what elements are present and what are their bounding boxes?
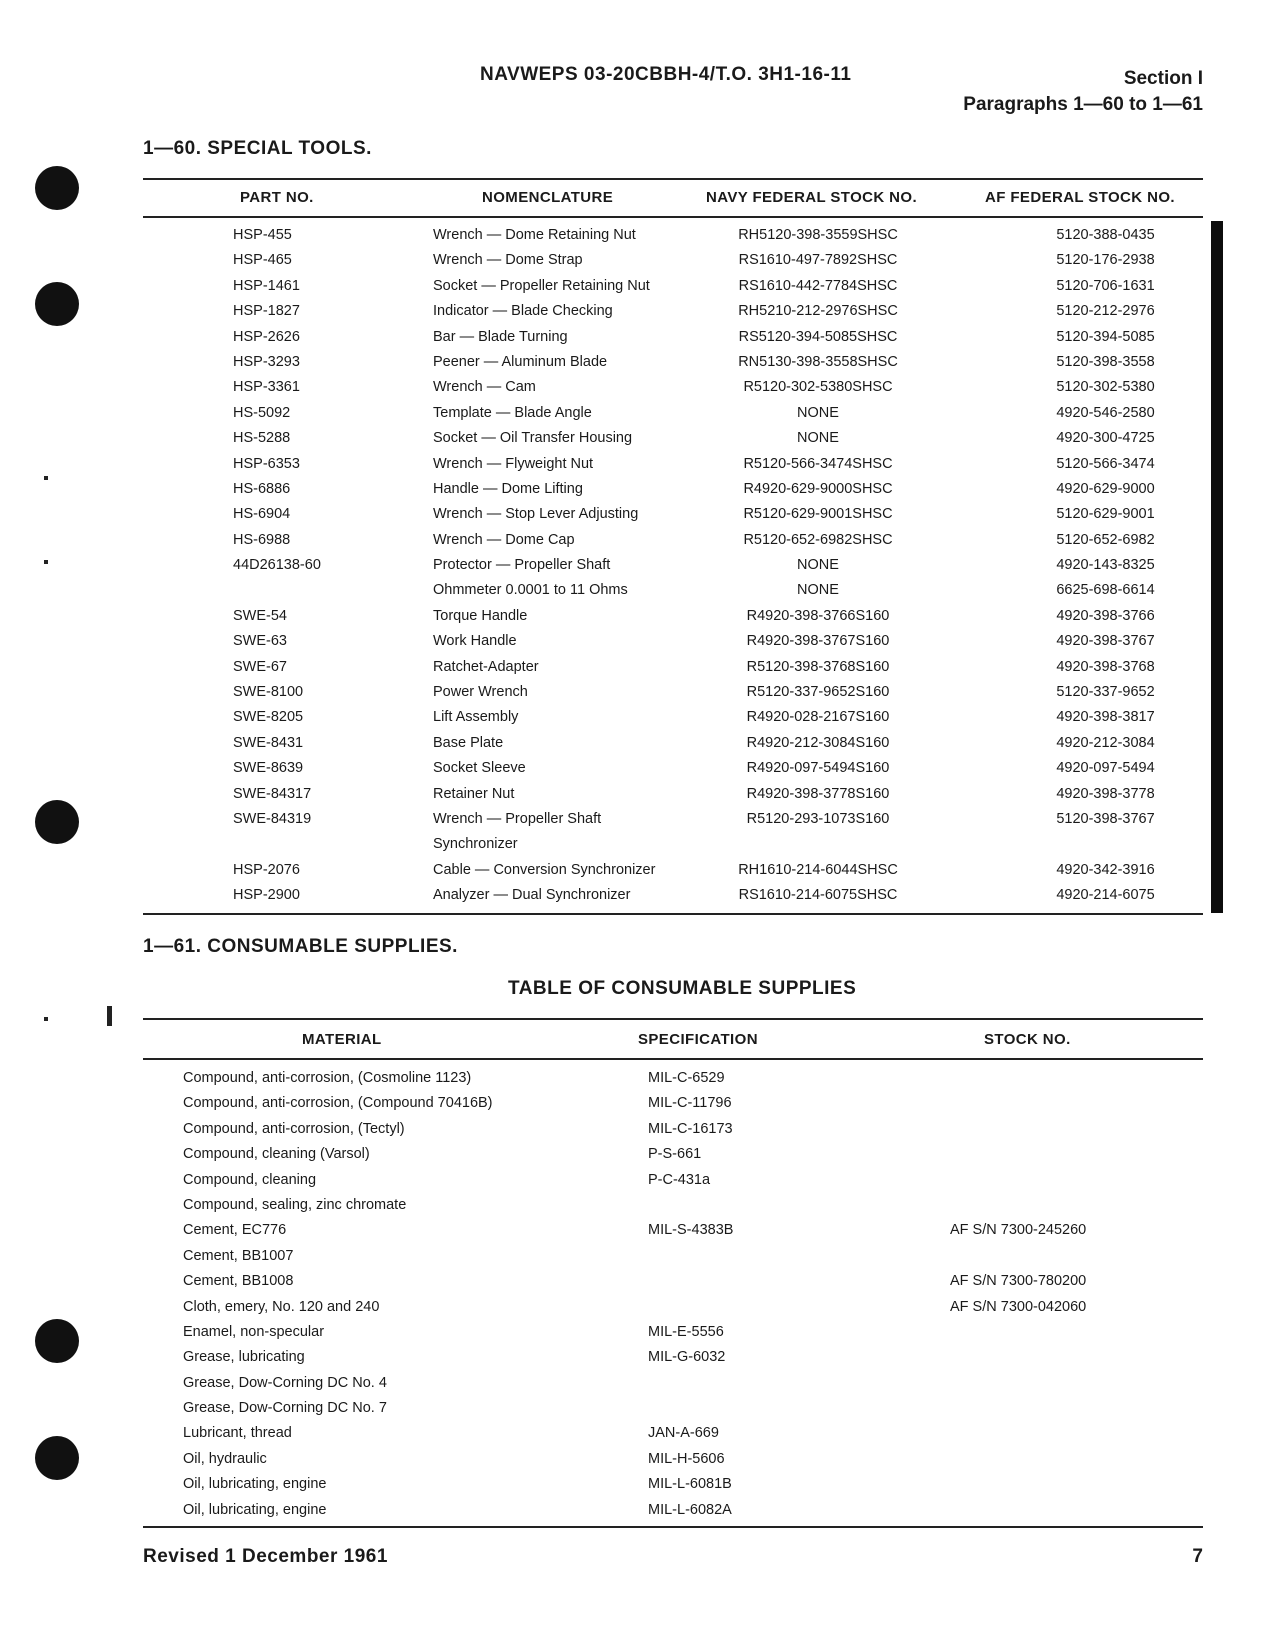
navy-stock-cell: RS5120-394-5085SHSC (738, 328, 898, 345)
consumables-row (143, 1425, 1203, 1450)
part-no-cell: HS-6886 (233, 480, 291, 497)
tools-bottom-rule (143, 913, 1203, 915)
tools-row (143, 811, 1203, 836)
navy-stock-cell: R5120-293-1073S160 (746, 810, 890, 827)
material-cell: Compound, sealing, zinc chromate (183, 1196, 407, 1213)
scan-speck (44, 476, 48, 480)
nomenclature-cell: Lift Assembly (433, 709, 519, 726)
navy-stock-cell: RN5130-398-3558SHSC (738, 353, 898, 370)
part-no-cell: SWE-8100 (233, 684, 304, 701)
specification-cell: MIL-C-6529 (648, 1070, 725, 1086)
nomenclature-cell: Cable — Conversion Synchronizer (433, 861, 656, 878)
tools-row (143, 379, 1203, 404)
material-cell: Cement, EC776 (183, 1222, 287, 1239)
consumables-row (143, 1324, 1203, 1349)
tools-row (143, 684, 1203, 709)
col-header-stock-no: STOCK NO. (984, 1031, 1071, 1048)
part-no-cell: SWE-84319 (233, 810, 312, 827)
tools-row (143, 608, 1203, 633)
consumables-row (143, 1451, 1203, 1476)
specification-cell: MIL-E-5556 (648, 1323, 724, 1340)
part-no-cell: HSP-6353 (233, 455, 300, 472)
part-no-cell: HSP-1827 (233, 303, 300, 320)
col-header-material: MATERIAL (302, 1031, 382, 1048)
tools-row (143, 329, 1203, 354)
tools-row (143, 709, 1203, 734)
nomenclature-cell: Work Handle (433, 633, 517, 650)
part-no-cell: HSP-2900 (233, 887, 300, 904)
consumable-supplies-heading: 1—61. CONSUMABLE SUPPLIES. (143, 936, 458, 957)
part-no-cell: HS-6988 (233, 531, 291, 548)
nomenclature-cell: Peener — Aluminum Blade (433, 353, 608, 370)
nomenclature-cell: Retainer Nut (433, 785, 515, 802)
consumables-row (143, 1349, 1203, 1374)
af-stock-cell: 5120-652-6982 (1056, 531, 1155, 548)
part-no-cell: HS-6904 (233, 506, 291, 523)
tools-row (143, 760, 1203, 785)
material-cell: Oil, hydraulic (183, 1450, 267, 1467)
af-stock-cell: 5120-212-2976 (1056, 303, 1155, 320)
part-no-cell: SWE-63 (233, 633, 287, 650)
nomenclature-cell: Handle — Dome Lifting (433, 480, 583, 497)
part-no-cell: SWE-8639 (233, 760, 304, 777)
specification-cell: MIL-S-4383B (648, 1222, 734, 1239)
revision-date: Revised 1 December 1961 (143, 1546, 388, 1567)
navy-stock-cell: NONE (797, 430, 839, 447)
af-stock-cell: 4920-629-9000 (1056, 480, 1155, 497)
nomenclature-cell: Template — Blade Angle (433, 404, 592, 421)
binder-hole (35, 1436, 79, 1480)
specification-cell: P-S-661 (648, 1146, 702, 1163)
navy-stock-cell: R5120-337-9652S160 (746, 684, 890, 701)
part-no-cell: HSP-2626 (233, 328, 300, 345)
consumables-row (143, 1375, 1203, 1400)
part-no-cell: HSP-3293 (233, 353, 300, 370)
scan-speck (44, 1017, 48, 1021)
consumables-row (143, 1172, 1203, 1197)
consumables-row (143, 1197, 1203, 1222)
tools-row (143, 582, 1203, 607)
navy-stock-cell: RH5120-398-3559SHSC (738, 227, 898, 243)
af-stock-cell: 4920-342-3916 (1056, 861, 1155, 878)
part-no-cell: HS-5092 (233, 404, 291, 421)
part-no-cell: HSP-1461 (233, 277, 300, 294)
tools-row (143, 405, 1203, 430)
part-no-cell: SWE-54 (233, 607, 287, 624)
af-stock-cell: 5120-337-9652 (1056, 684, 1155, 701)
material-cell: Compound, anti-corrosion, (Tectyl) (183, 1120, 405, 1137)
navy-stock-cell: RS1610-214-6075SHSC (738, 887, 898, 904)
part-no-cell: HS-5288 (233, 430, 291, 447)
material-cell: Cloth, emery, No. 120 and 240 (183, 1298, 380, 1315)
consumables-header-rule (143, 1058, 1203, 1060)
stock-no-cell: AF S/N 7300-042060 (950, 1298, 1087, 1315)
nomenclature-cell: Wrench — Stop Lever Adjusting (433, 506, 639, 523)
part-no-cell: SWE-67 (233, 658, 287, 675)
specification-cell: MIL-G-6032 (648, 1349, 726, 1366)
col-header-nomenclature: NOMENCLATURE (482, 189, 614, 206)
specification-cell: MIL-H-5606 (648, 1450, 725, 1467)
consumables-row (143, 1095, 1203, 1120)
navy-stock-cell: NONE (797, 582, 839, 599)
nomenclature-cell: Wrench — Dome Strap (433, 252, 583, 269)
consumables-row (143, 1146, 1203, 1171)
nomenclature-cell: Wrench — Propeller Shaft (433, 810, 602, 827)
navy-stock-cell: R5120-652-6982SHSC (743, 531, 893, 548)
af-stock-cell: 4920-300-4725 (1056, 430, 1155, 447)
navy-stock-cell: R5120-566-3474SHSC (743, 455, 893, 472)
material-cell: Compound, cleaning (Varsol) (183, 1146, 370, 1163)
specification-cell: MIL-L-6081B (648, 1476, 732, 1493)
af-stock-cell: 5120-388-0435 (1056, 227, 1155, 243)
part-no-cell: SWE-84317 (233, 785, 312, 802)
navy-stock-cell: R5120-629-9001SHSC (743, 506, 893, 523)
material-cell: Cement, BB1007 (183, 1247, 294, 1264)
af-stock-cell: 4920-097-5494 (1056, 760, 1155, 777)
material-cell: Grease, Dow-Corning DC No. 4 (183, 1374, 387, 1391)
tools-row (143, 659, 1203, 684)
consumables-bottom-rule (143, 1526, 1203, 1528)
af-stock-cell: 4920-143-8325 (1056, 557, 1155, 574)
af-stock-cell: 5120-394-5085 (1056, 328, 1155, 345)
af-stock-cell: 4920-398-3768 (1056, 658, 1155, 675)
document-number: NAVWEPS 03-20CBBH-4/T.O. 3H1-16-11 (480, 64, 852, 85)
nomenclature-cell: Analyzer — Dual Synchronizer (433, 887, 631, 904)
specification-cell: MIL-L-6082A (648, 1501, 732, 1518)
tools-row (143, 456, 1203, 481)
af-stock-cell: 4920-212-3084 (1056, 734, 1155, 751)
navy-stock-cell: R4920-398-3778S160 (746, 785, 890, 802)
nomenclature-cell: Base Plate (433, 734, 504, 751)
nomenclature-cell: Torque Handle (433, 607, 528, 624)
consumables-top-rule (143, 1018, 1203, 1020)
material-cell: Grease, Dow-Corning DC No. 7 (183, 1400, 387, 1417)
col-header-af-stock: AF FEDERAL STOCK NO. (985, 189, 1175, 206)
tools-row (143, 227, 1203, 252)
specification-cell: MIL-C-16173 (648, 1120, 733, 1137)
page-number: 7 (1192, 1546, 1203, 1567)
paragraphs-label: Paragraphs 1—60 to 1—61 (963, 94, 1203, 115)
nomenclature-cell: Socket — Propeller Retaining Nut (433, 277, 650, 294)
navy-stock-cell: R4920-212-3084S160 (746, 734, 890, 751)
nomenclature-cell: Socket — Oil Transfer Housing (433, 430, 633, 447)
part-no-cell: HSP-455 (233, 227, 292, 243)
tools-row (143, 786, 1203, 811)
binder-hole (35, 800, 79, 844)
material-cell: Compound, anti-corrosion, (Compound 70416B) (183, 1095, 493, 1112)
specification-cell: P-C-431a (648, 1171, 711, 1188)
nomenclature-cell: Socket Sleeve (433, 760, 526, 777)
navy-stock-cell: NONE (797, 557, 839, 574)
tools-top-rule (143, 178, 1203, 180)
af-stock-cell: 5120-176-2938 (1056, 252, 1155, 269)
tools-row (143, 836, 1203, 861)
consumables-row (143, 1222, 1203, 1247)
part-no-cell: SWE-8205 (233, 709, 304, 726)
navy-stock-cell: R5120-302-5380SHSC (743, 379, 893, 396)
tools-row (143, 557, 1203, 582)
col-header-navy-stock: NAVY FEDERAL STOCK NO. (706, 189, 918, 206)
consumables-row (143, 1400, 1203, 1425)
part-no-cell: HSP-465 (233, 252, 292, 269)
af-stock-cell: 5120-706-1631 (1056, 277, 1155, 294)
navy-stock-cell: NONE (797, 404, 839, 421)
part-no-cell: HSP-2076 (233, 861, 300, 878)
navy-stock-cell: RH1610-214-6044SHSC (738, 861, 898, 878)
tools-row (143, 862, 1203, 887)
header-right (963, 66, 1203, 118)
scan-speck (44, 560, 48, 564)
stock-no-cell: AF S/N 7300-245260 (950, 1222, 1087, 1239)
section-label: Section I (1123, 68, 1203, 89)
specification-cell: JAN-A-669 (648, 1425, 719, 1442)
af-stock-cell: 4920-398-3778 (1056, 785, 1155, 802)
af-stock-cell: 4920-214-6075 (1056, 887, 1155, 904)
af-stock-cell: 6625-698-6614 (1056, 582, 1155, 599)
tools-row (143, 506, 1203, 531)
nomenclature-cell: Ohmmeter 0.0001 to 11 Ohms (433, 582, 628, 599)
nomenclature-cell: Bar — Blade Turning (433, 328, 568, 345)
binder-hole (35, 282, 79, 326)
nomenclature-cell: Wrench — Dome Cap (433, 531, 575, 548)
af-stock-cell: 4920-398-3767 (1056, 633, 1155, 650)
tools-row (143, 278, 1203, 303)
af-stock-cell: 5120-566-3474 (1056, 455, 1155, 472)
tools-row (143, 532, 1203, 557)
af-stock-cell: 5120-398-3558 (1056, 353, 1155, 370)
navy-stock-cell: R4920-097-5494S160 (746, 760, 890, 777)
material-cell: Compound, anti-corrosion, (Cosmoline 1123) (183, 1070, 472, 1086)
navy-stock-cell: R4920-629-9000SHSC (743, 480, 893, 497)
part-no-cell: HSP-3361 (233, 379, 300, 396)
nomenclature-cell: Wrench — Dome Retaining Nut (433, 227, 636, 243)
material-cell: Grease, lubricating (183, 1349, 305, 1366)
tools-row (143, 252, 1203, 277)
material-cell: Oil, lubricating, engine (183, 1501, 327, 1518)
change-bar (1211, 221, 1223, 913)
af-stock-cell: 5120-629-9001 (1056, 506, 1155, 523)
consumables-table-title: TABLE OF CONSUMABLE SUPPLIES (508, 978, 857, 999)
tools-row (143, 735, 1203, 760)
consumables-row (143, 1070, 1203, 1095)
navy-stock-cell: R4920-028-2167S160 (746, 709, 890, 726)
tools-row (143, 481, 1203, 506)
consumables-row (143, 1121, 1203, 1146)
nomenclature-cell: Indicator — Blade Checking (433, 303, 613, 320)
part-no-cell: 44D26138-60 (233, 557, 321, 574)
col-header-part-no: PART NO. (240, 189, 314, 206)
special-tools-heading: 1—60. SPECIAL TOOLS. (143, 138, 372, 159)
stock-no-cell: AF S/N 7300-780200 (950, 1273, 1087, 1290)
nomenclature-cell: Synchronizer (433, 836, 518, 853)
consumables-table (143, 1070, 1203, 1527)
consumables-row (143, 1502, 1203, 1527)
consumables-row (143, 1248, 1203, 1273)
af-stock-cell: 4920-398-3817 (1056, 709, 1155, 726)
tools-row (143, 354, 1203, 379)
nomenclature-cell: Ratchet-Adapter (433, 658, 539, 675)
tools-row (143, 303, 1203, 328)
special-tools-table (143, 227, 1203, 913)
navy-stock-cell: RS1610-442-7784SHSC (738, 277, 898, 294)
af-stock-cell: 5120-302-5380 (1056, 379, 1155, 396)
navy-stock-cell: R4920-398-3766S160 (746, 607, 890, 624)
nomenclature-cell: Wrench — Cam (433, 379, 536, 396)
material-cell: Compound, cleaning (183, 1171, 317, 1188)
col-header-specification: SPECIFICATION (638, 1031, 758, 1048)
consumables-row (143, 1273, 1203, 1298)
nomenclature-cell: Protector — Propeller Shaft (433, 557, 611, 574)
binder-hole (35, 166, 79, 210)
material-cell: Lubricant, thread (183, 1425, 292, 1442)
navy-stock-cell: RH5210-212-2976SHSC (738, 303, 898, 320)
af-stock-cell: 4920-398-3766 (1056, 607, 1155, 624)
binder-hole (35, 1319, 79, 1363)
af-stock-cell: 5120-398-3767 (1056, 810, 1155, 827)
material-cell: Oil, lubricating, engine (183, 1476, 327, 1493)
part-no-cell: SWE-8431 (233, 734, 304, 751)
consumables-row (143, 1299, 1203, 1324)
scan-speck (107, 1006, 112, 1026)
tools-header-rule (143, 216, 1203, 218)
navy-stock-cell: R5120-398-3768S160 (746, 658, 890, 675)
consumables-row (143, 1476, 1203, 1501)
tools-row (143, 887, 1203, 912)
material-cell: Enamel, non-specular (183, 1323, 325, 1340)
tools-row (143, 430, 1203, 455)
navy-stock-cell: R4920-398-3767S160 (746, 633, 890, 650)
tools-row (143, 633, 1203, 658)
specification-cell: MIL-C-11796 (648, 1095, 732, 1112)
nomenclature-cell: Power Wrench (433, 684, 528, 701)
material-cell: Cement, BB1008 (183, 1273, 294, 1290)
navy-stock-cell: RS1610-497-7892SHSC (738, 252, 898, 269)
nomenclature-cell: Wrench — Flyweight Nut (433, 455, 594, 472)
af-stock-cell: 4920-546-2580 (1056, 404, 1155, 421)
